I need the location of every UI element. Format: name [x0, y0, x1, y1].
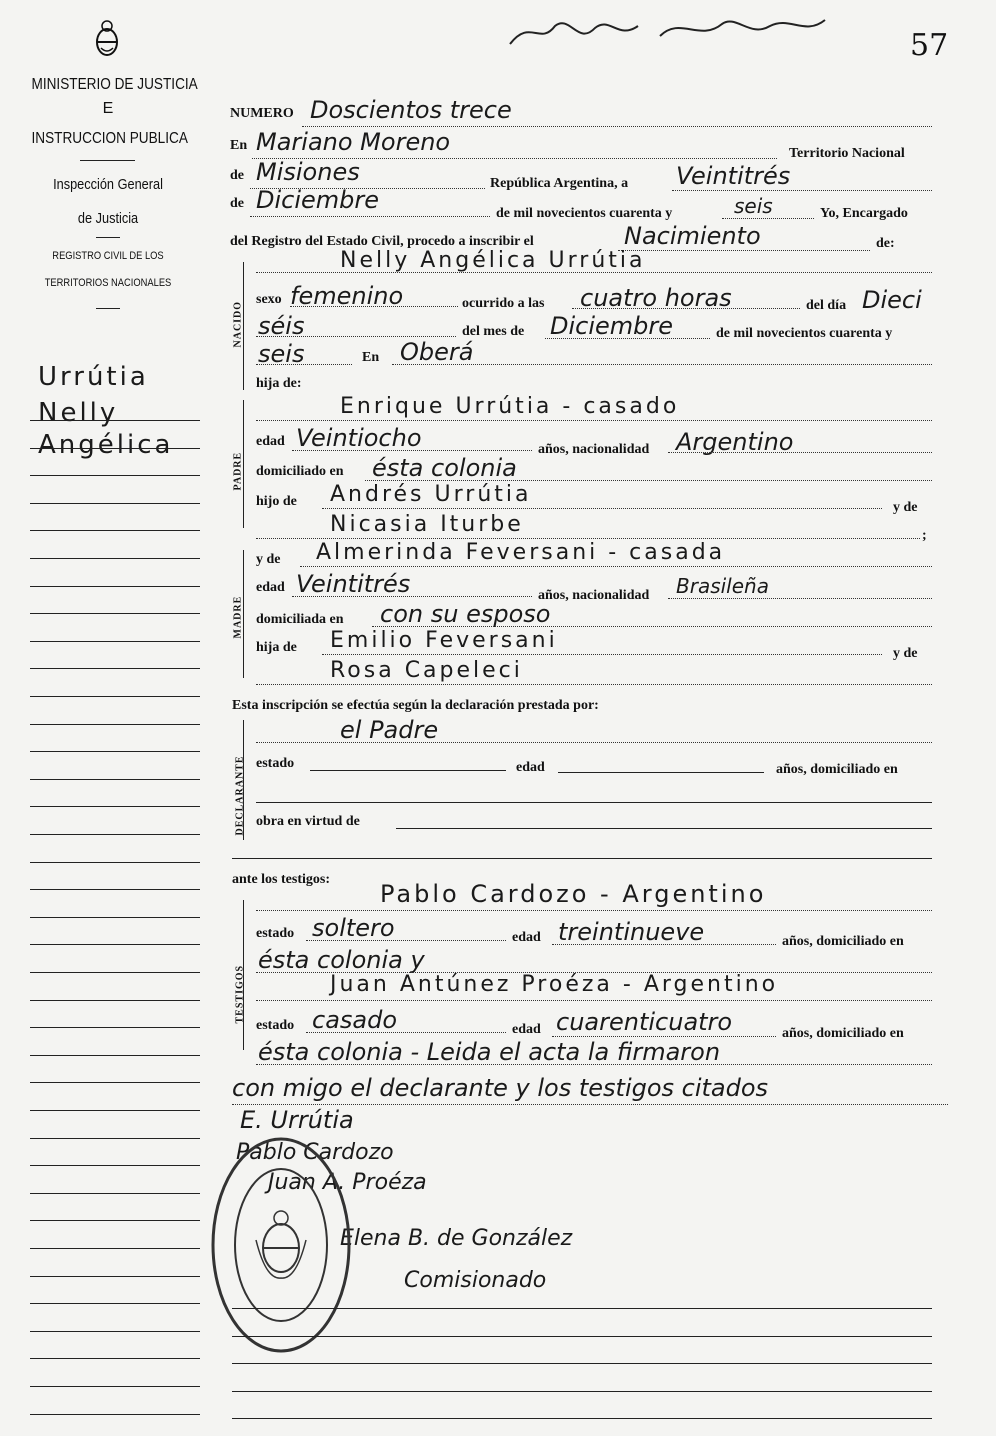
padre-domicilio-label: domiciliado en: [256, 464, 344, 479]
witness2-age-value: cuarenticuatro: [556, 1008, 733, 1036]
margin-rule: [30, 1110, 200, 1111]
inspection-line-2: de Justicia: [77, 210, 139, 227]
inspection-line-1: Inspección General: [53, 176, 163, 193]
maternal-grandmother-value: Rosa Capeleci: [330, 658, 523, 683]
page-number: 57: [910, 28, 949, 63]
de-mil-novecientos-label: de mil novecientos cuarenta y: [716, 326, 893, 341]
margin-rule: [30, 944, 200, 945]
year-value: seis: [734, 194, 773, 218]
place-value: Mariano Moreno: [256, 128, 451, 156]
padre-edad-label: edad: [256, 434, 285, 449]
sexo-label: sexo: [256, 292, 282, 307]
republica-label: República Argentina, a: [490, 176, 629, 191]
testigo2-domicilio-label: años, domiciliado en: [782, 1026, 904, 1041]
margin-rule: [30, 420, 200, 421]
madre-edad-label: edad: [256, 580, 285, 595]
declarant-value: el Padre: [340, 716, 439, 744]
territory-value: Misiones: [256, 158, 360, 186]
month-value: Diciembre: [256, 186, 380, 214]
margin-rule: [30, 1193, 200, 1194]
birth-day-value-2: séis: [258, 312, 305, 340]
padre-section-label: PADRE: [232, 451, 244, 491]
margin-surname: Urrútia: [38, 362, 149, 392]
margin-rule: [30, 475, 200, 476]
madre-hija-de-label: hija de: [256, 640, 297, 655]
de-label-1: de: [230, 168, 244, 183]
del-dia-label: del día: [806, 298, 847, 313]
witness1-age-value: treintinueve: [558, 918, 705, 946]
margin-rule: [30, 862, 200, 863]
witness2-address-value: ésta colonia - Leida el acta la firmaron: [258, 1038, 721, 1066]
signature-witness2: Juan A. Proéza: [268, 1170, 427, 1195]
birth-place-value: Oberá: [400, 338, 474, 366]
witness1-address-value: ésta colonia y: [258, 946, 425, 974]
witness1-status-value: soltero: [312, 914, 395, 942]
main-rule: [232, 1308, 932, 1309]
main-rule: [232, 1363, 932, 1364]
official-seal-stamp: [206, 1130, 356, 1360]
del-mes-label: del mes de: [462, 324, 525, 339]
main-rule: [232, 1336, 932, 1337]
padre-y-de-label: y de: [893, 500, 918, 515]
madre-y-de-2-label: y de: [893, 646, 918, 661]
declarante-domicilio-label: años, domiciliado en: [776, 762, 898, 777]
margin-rule: [30, 834, 200, 835]
testigo1-edad-label: edad: [512, 930, 541, 945]
margin-rule: [30, 889, 200, 890]
obra-label: obra en virtud de: [256, 814, 360, 829]
margin-rule: [30, 917, 200, 918]
testigo1-estado-label: estado: [256, 926, 295, 941]
margin-rule: [30, 1082, 200, 1083]
margin-rule: [30, 1331, 200, 1332]
margin-rule: [30, 530, 200, 531]
registry-line-1: REGISTRO CIVIL DE LOS: [52, 250, 164, 262]
margin-rule: [30, 1358, 200, 1359]
padre-hijo-de-label: hijo de: [256, 494, 297, 509]
madre-section-label: MADRE: [232, 595, 244, 639]
testigos-label: ante los testigos:: [232, 872, 330, 887]
margin-rule: [30, 696, 200, 697]
header-signature-scrawl: [500, 6, 840, 54]
paternal-grandfather-value: Andrés Urrútia: [330, 482, 532, 507]
birth-year-value: seis: [258, 340, 305, 368]
signature-officer-title: Comisionado: [404, 1268, 547, 1293]
margin-rule: [30, 751, 200, 752]
father-address-value: ésta colonia: [372, 454, 517, 482]
signature-declarant: E. Urrútia: [240, 1106, 354, 1134]
main-rule: [232, 1418, 932, 1419]
de-mil-label: de mil novecientos cuarenta y: [496, 206, 673, 221]
margin-rule: [30, 641, 200, 642]
margin-rule: [30, 1303, 200, 1304]
main-rule: [232, 1391, 932, 1392]
declarante-edad-label: edad: [516, 760, 545, 775]
encargado-label: Yo, Encargado: [820, 206, 908, 221]
registry-line-2: TERRITORIOS NACIONALES: [44, 277, 172, 289]
witness1-value: Pablo Cardozo - Argentino: [380, 880, 767, 908]
semicolon-1: ;: [922, 528, 927, 543]
ministry-line-1: MINISTERIO DE JUSTICIA: [31, 76, 198, 93]
margin-rule: [30, 779, 200, 780]
margin-rule: [30, 613, 200, 614]
numero-label: NUMERO: [230, 106, 294, 121]
testigo2-edad-label: edad: [512, 1022, 541, 1037]
de-label-3: de:: [876, 236, 895, 251]
mother-name-value: Almerinda Feversani - casada: [316, 540, 726, 565]
father-age-value: Veintiocho: [296, 424, 422, 452]
margin-rule: [30, 972, 200, 973]
territorio-label: Territorio Nacional: [789, 146, 905, 161]
declarante-estado-label: estado: [256, 756, 295, 771]
margin-rule: [30, 1000, 200, 1001]
margin-rule: [30, 724, 200, 725]
hija-de-label: hija de:: [256, 376, 302, 391]
father-nationality-value: Argentino: [676, 428, 794, 456]
inscripcion-label: Esta inscripción se efectúa según la declaración prestada por:: [232, 698, 599, 713]
margin-rule: [30, 1386, 200, 1387]
hour-value: cuatro horas: [580, 284, 732, 312]
registro-label: del Registro del Estado Civil, procedo a inscribir el: [230, 234, 534, 249]
margin-rule: [30, 1165, 200, 1166]
margin-rule: [30, 1027, 200, 1028]
witness2-value: Juan Antúnez Proéza - Argentino: [330, 972, 779, 997]
testigos-section-label: TESTIGOS: [234, 964, 246, 1024]
margin-rule: [30, 1276, 200, 1277]
margin-rule: [30, 448, 200, 449]
madre-nacionalidad-label: años, nacionalidad: [538, 588, 650, 603]
birth-month-value: Diciembre: [550, 312, 674, 340]
closing-text: con migo el declarante y los testigos citados: [232, 1074, 769, 1102]
margin-rule: [30, 586, 200, 587]
de-label-2: de: [230, 196, 244, 211]
mother-address-value: con su esposo: [380, 600, 551, 628]
mother-nationality-value: Brasileña: [676, 574, 769, 598]
numero-value: Doscientos trece: [310, 96, 512, 124]
child-name-value: Nelly Angélica Urrútia: [340, 248, 646, 273]
mother-age-value: Veintitrés: [296, 570, 411, 598]
margin-rule: [30, 503, 200, 504]
paternal-grandmother-value: Nicasia Iturbe: [330, 512, 524, 537]
margin-first-name: Nelly: [38, 398, 119, 428]
en-label-2: En: [362, 350, 380, 365]
margin-rule: [30, 668, 200, 669]
ministry-line-2: E: [102, 100, 114, 117]
en-label: En: [230, 138, 248, 153]
margin-rule: [30, 1138, 200, 1139]
witness2-status-value: casado: [312, 1006, 398, 1034]
coat-of-arms-icon: [92, 18, 122, 60]
ocurrido-label: ocurrido a las: [462, 296, 545, 311]
day-value: Veintitrés: [676, 162, 791, 190]
act-type-value: Nacimiento: [624, 222, 761, 250]
testigo2-estado-label: estado: [256, 1018, 295, 1033]
signature-officer: Elena B. de González: [340, 1226, 573, 1251]
margin-rule: [30, 558, 200, 559]
testigo1-domicilio-label: años, domiciliado en: [782, 934, 904, 949]
declarante-section-label: DECLARANTE: [234, 755, 246, 836]
margin-rule: [30, 1414, 200, 1415]
margin-rule: [30, 1220, 200, 1221]
birth-day-value-1: Dieci: [862, 286, 922, 314]
madre-y-de-label: y de: [256, 552, 281, 567]
margin-middle-name: Angélica: [38, 430, 174, 460]
madre-domicilio-label: domiciliada en: [256, 612, 344, 627]
maternal-grandfather-value: Emilio Feversani: [330, 628, 558, 653]
padre-nacionalidad-label: años, nacionalidad: [538, 442, 650, 457]
margin-rule: [30, 1248, 200, 1249]
sex-value: femenino: [290, 282, 404, 310]
nacido-section-label: NACIDO: [232, 300, 244, 348]
margin-rule: [30, 806, 200, 807]
father-name-value: Enrique Urrútia - casado: [340, 394, 680, 419]
ministry-line-3: INSTRUCCION PUBLICA: [31, 130, 188, 147]
signature-witness1: Pablo Cardozo: [236, 1140, 394, 1165]
margin-rule: [30, 1055, 200, 1056]
